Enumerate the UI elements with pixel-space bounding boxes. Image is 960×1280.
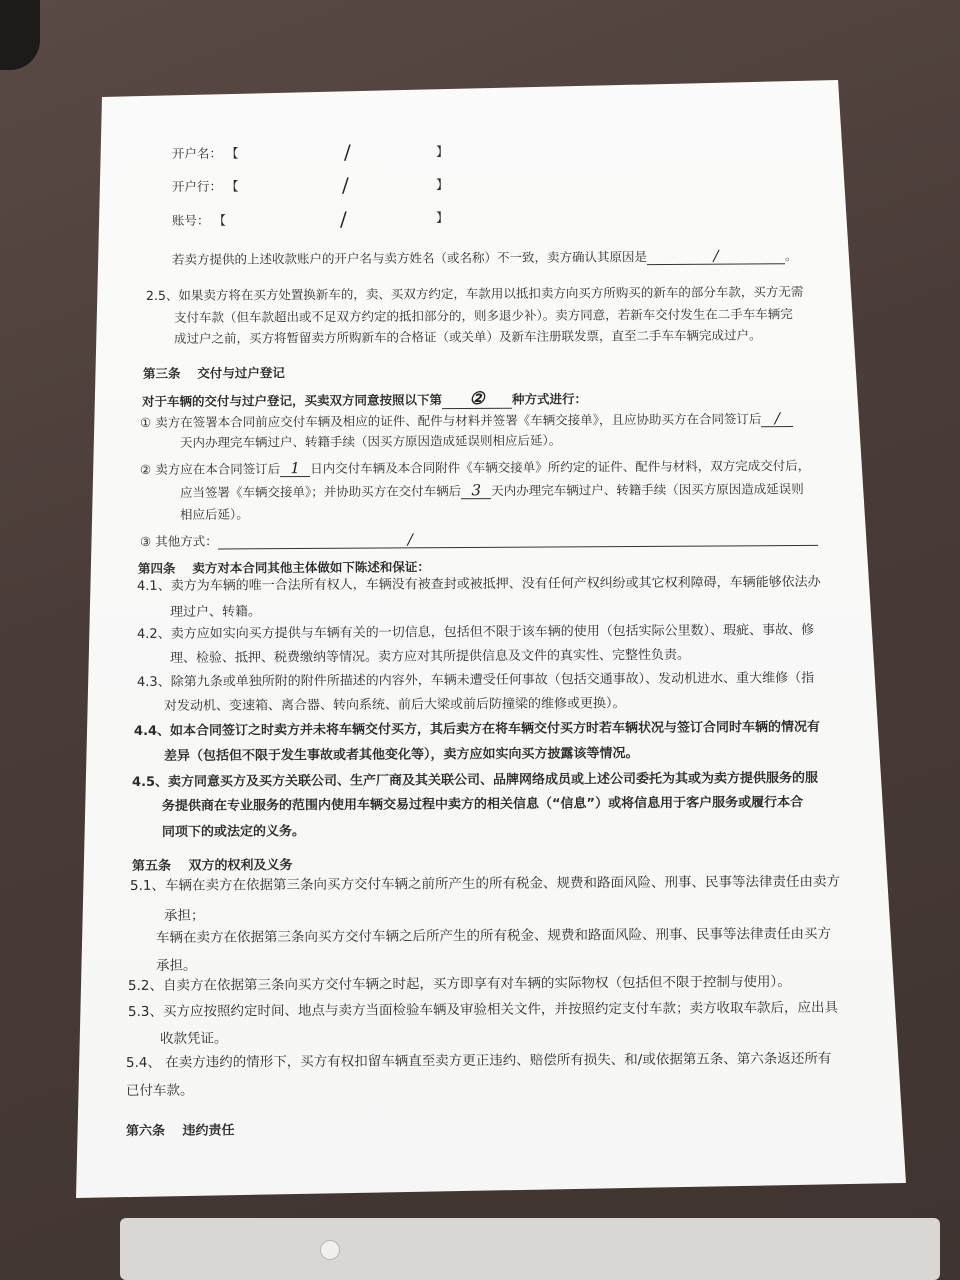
option-3-line [140, 530, 818, 550]
option-2-line2 [180, 481, 804, 501]
fill-mark: / [340, 207, 347, 231]
opt2-fill-days-value: 1 [290, 459, 300, 478]
clause-5-3-cont: 收款凭证。 [159, 1030, 228, 1047]
option-2-line1 [140, 458, 810, 478]
mismatch-end: 。 [784, 248, 798, 264]
opt1-text: ① 卖方在签署本合同前应交付车辆及相应的证件、配件与材料并签署《车辆交接单》，且应协助买方在合同签订后 [139, 411, 762, 430]
opt1-fill [761, 411, 793, 427]
mismatch-text: 若卖方提供的上述收款账户的开户名与卖方姓名（或名称）不一致，卖方确认其原因是 [171, 249, 648, 267]
account-bank-row [171, 178, 239, 194]
opt3-fill [218, 530, 818, 550]
bracket-open: 【 [225, 178, 239, 194]
fill-mark: / [342, 173, 349, 197]
mismatch-fill [647, 248, 785, 265]
option-choice [442, 388, 512, 409]
clause-5-1-b: 车辆在卖方在依据第三条向买方交付车辆之后所产生的所有税金、规费和路面风险、刑事、民事等法律责任由买方 [155, 925, 832, 946]
clause-4-4-cont: 差异（包括但不限于发生事故或者其他变化等），卖方应如实向买方披露该等情况。 [163, 746, 639, 764]
fill-mark: / [344, 140, 351, 164]
account-holder-row [171, 145, 239, 161]
option-1-line1 [140, 411, 794, 431]
fill-mark: / [774, 409, 781, 428]
bracket-open: 【 [213, 212, 227, 228]
clause-2-5-line: 支付车款（但车款超出或不足双方约定的抵扣部分的，则多退少补）。卖方同意，若新车交付发生在二手车车辆完 [173, 306, 793, 325]
account-bank-label: 开户行： [171, 178, 223, 194]
clause-4-5-cont: 同项下的或法定的义务。 [161, 824, 306, 840]
clause-5-4: 5.4、 在卖方违约的情形下，买方有权扣留车辆直至卖方更正违约、赔偿所有损失、和/或依据第五条、第六条返还所有 [125, 1050, 832, 1071]
account-number-label: 账号： [171, 212, 210, 228]
clause-4-4: 4.4、如本合同签订之时卖方并未将车辆交付买方，其后卖方在将车辆交付买方时若车辆状况与签订合同时车辆的情况有 [133, 719, 821, 739]
article-6-title: 第六条 违约责任 [125, 1123, 235, 1139]
clause-5-1: 5.1、车辆在卖方在依据第三条向买方交付车辆之前所产生的所有税金、规费和路面风险、刑事、民事等法律责任由卖方 [129, 873, 840, 894]
account-holder-label: 开户名： [171, 145, 223, 161]
bracket-close: 】 [435, 143, 449, 159]
clause-4-3-cont: 对发动机、变速箱、离合器、转向系统、前后大梁或前后防撞梁的维修或更换）。 [163, 696, 626, 714]
clause-4-1-cont: 理过户、转籍。 [169, 604, 262, 620]
clause-4-5-cont: 务提供商在专业服务的范围内使用车辆交易过程中卖方的相关信息（“信息”）或将信息用于客户服务或履行本合 [161, 795, 804, 814]
clause-4-3: 4.3、除第九条或单独所附的附件所描述的内容外，车辆未遭受任何事故（包括交通事故）、发动机进水、重大维修（指 [136, 670, 815, 690]
clause-2-5-line: 2.5、如果卖方将在买方处置换新车的，卖、买双方约定，车款用以抵扣卖方向买方所购买的新车的部分车款，买方无需 [145, 283, 804, 303]
fill-mark: / [407, 530, 413, 549]
bracket-close: 】 [435, 209, 449, 225]
bracket-open: 【 [225, 145, 239, 161]
clause-5-4-cont: 已付车款。 [125, 1082, 194, 1099]
article-3-title: 第三条 交付与过户登记 [142, 365, 285, 381]
opt2-line2-text: 应当签署《车辆交接单》；并协助买方在交付车辆后 [179, 483, 462, 500]
article-4-title: 第四条 卖方对本合同其他主体做如下陈述和保证： [137, 559, 430, 576]
opt2-fill-transfer [461, 483, 491, 499]
clause-4-2: 4.2、卖方应如实向买方提供与车辆有关的一切信息，包括但不限于该车辆的使用（包括实际公里数）、瑕疵、事故、修 [136, 622, 815, 642]
option-2-line3: 相应后延）。 [179, 506, 249, 522]
clause-5-3: 5.3、买方应按照约定时间、地点与卖方当面检验车辆及审验相关文件，并按照约定支付车款；卖方收取车款后，应出具 [127, 999, 838, 1020]
clause-5-2: 5.2、自卖方在依据第三条向买方交付车辆之时起，买方即享有对车辆的实际物权（包括但不限于控制与使用）。 [127, 973, 791, 994]
clause-4-2-cont: 理、检验、抵押、税费缴纳等情况。卖方应对其所提供信息及文件的真实性、完整性负责。 [169, 647, 691, 666]
opt2-fill-transfer-value: 3 [471, 481, 482, 500]
opt2-line2-after: 天内办理完车辆过户、转籍手续（因买方原因造成延误则 [491, 481, 804, 499]
bracket-close: 】 [435, 176, 449, 192]
account-mismatch [172, 248, 798, 268]
fill-mark: / [713, 246, 719, 265]
clause-2-5-line: 成过户之前，买方将暂留卖方所购新车的合格证（或关单）及新车注册联发票，直至二手车车辆完成过户。 [173, 327, 762, 346]
clause-5-1-cont: 承担； [163, 907, 205, 924]
article-5-title: 第五条 双方的权利及义务 [131, 858, 293, 874]
clause-5-1-b-cont: 承担。 [155, 957, 197, 974]
option-1-line2: 天内办理完车辆过户、转籍手续（因买方原因造成延误则相应后延）。 [179, 432, 562, 450]
opt2-fill-days [280, 461, 310, 477]
opt2-text: ② 卖方应在本合同签订后 [139, 461, 281, 477]
intro-after: 种方式进行： [511, 391, 588, 407]
clause-4-1: 4.1、卖方为车辆的唯一合法所有权人，车辆没有被查封或被抵押、没有任何产权纠纷或其它权利障碍，车辆能够依法办 [136, 574, 821, 594]
article-3-intro [142, 390, 587, 411]
clause-4-5: 4.5、卖方同意买方及买方关联公司、生产厂商及其关联公司、品牌网络成员或上述公司委托为其或为卖方提供服务的服 [131, 770, 819, 790]
intro-before: 对于车辆的交付与过户登记，买卖双方同意按照以下第 [141, 392, 443, 409]
opt2-text-after: 日内交付车辆及本合同附件《车辆交接单》所约定的证件、配件与材料，双方完成交付后， [310, 457, 811, 476]
account-number-row [171, 212, 227, 228]
opt3-label: ③ 其他方式： [139, 533, 218, 549]
option-choice-value: ② [469, 388, 485, 409]
